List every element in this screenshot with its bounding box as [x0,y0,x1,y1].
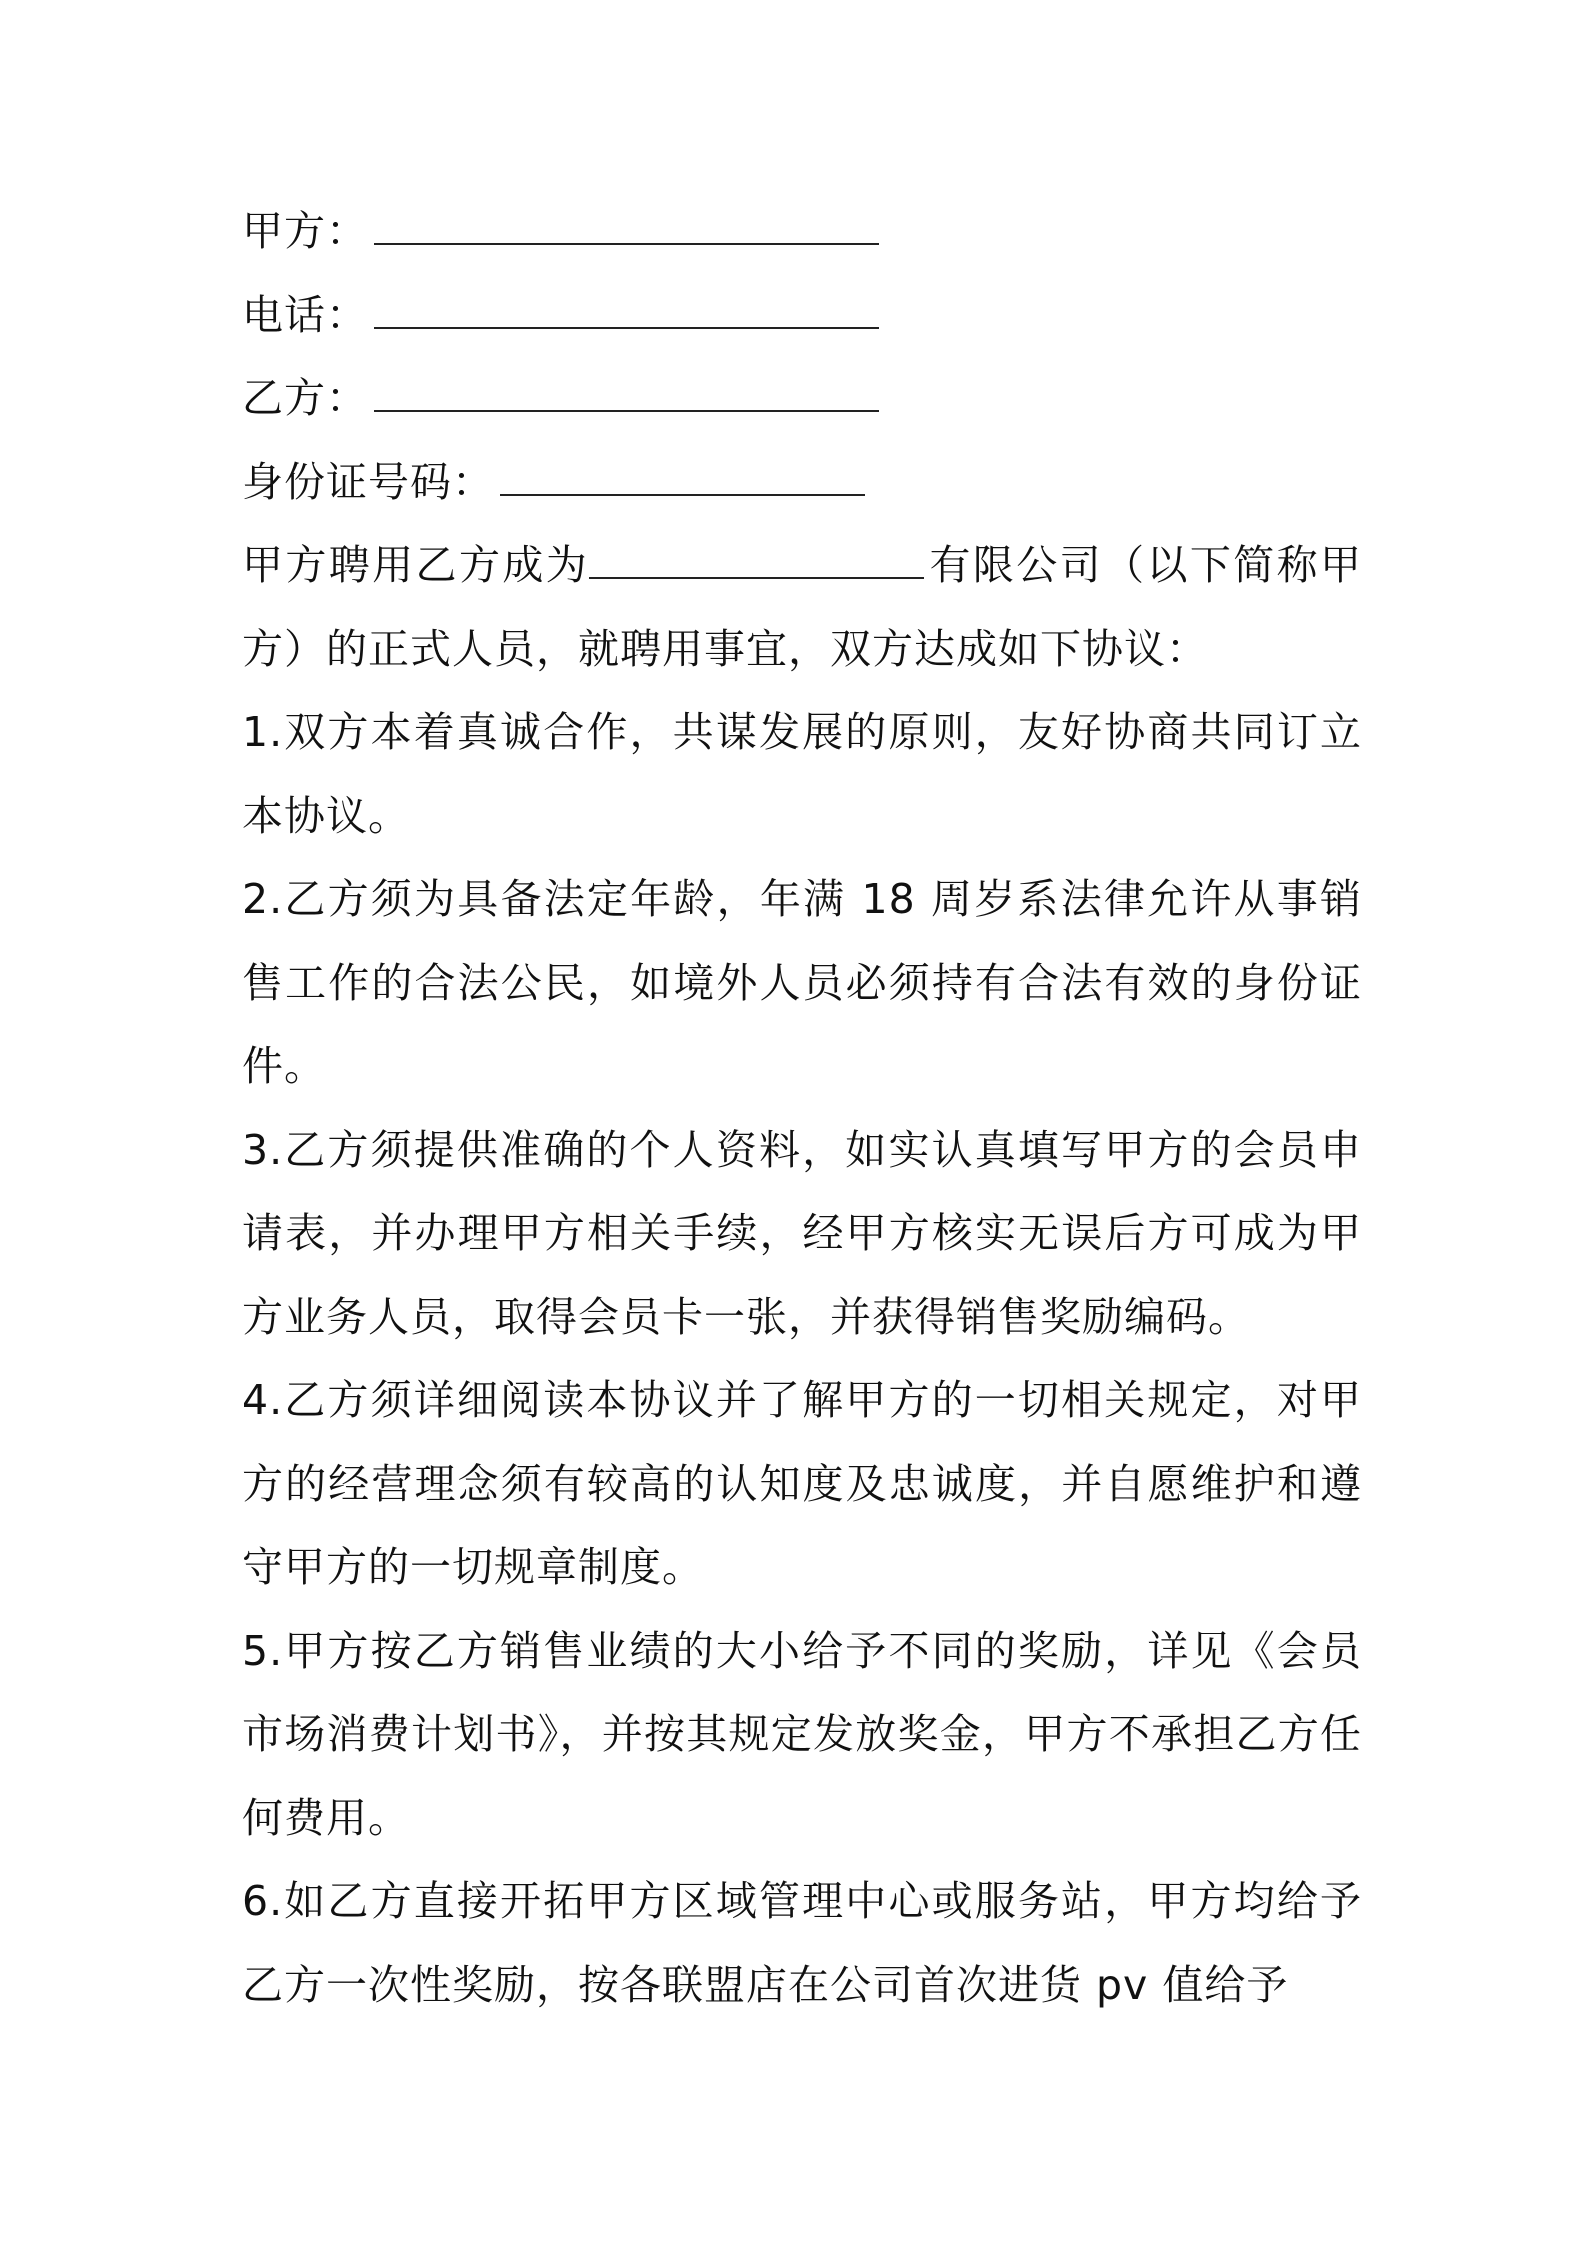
party-b-blank [374,366,879,412]
phone-blank [374,283,879,329]
clause-3: 3.乙方须提供准确的个人资料，如实认真填写甲方的会员申请表，并办理甲方相关手续，经甲方核实无误后方可成为甲方业务人员，取得会员卡一张，并获得销售奖励编码。 [242,1125,1362,1341]
agreement-body [242,190,1362,2027]
clause-5: 5.甲方按乙方销售业绩的大小给予不同的奖励，详见《会员市场消费计划书》，并按其规定发放奖金，甲方不承担乙方任何费用。 [242,1626,1362,1842]
intro-text-after: 有限公司（以下简称甲方）的正式人员，就聘用事宜，双方达成如下协议： [242,541,1363,673]
clause-1: 1.双方本着真诚合作，共谋发展的原则，友好协商共同订立本协议。 [242,708,1362,840]
party-a-field [242,190,1362,274]
clause-4: 4.乙方须详细阅读本协议并了解甲方的一切相关规定，对甲方的经营理念须有较高的认知度及忠诚度，并自愿维护和遵守甲方的一切规章制度。 [242,1376,1362,1591]
clause-6: 6.如乙方直接开拓甲方区域管理中心或服务站，甲方均给予乙方一次性奖励，按各联盟店在公司首次进货 pv 值给予 [242,1877,1362,2009]
id-number-field [242,441,1362,525]
party-a-label: 甲方： [242,207,368,255]
phone-field [242,274,1362,358]
party-a-blank [374,199,879,245]
company-name-blank [589,533,924,579]
party-b-label: 乙方： [242,374,368,422]
id-number-blank [500,450,865,496]
party-b-field [242,357,1362,441]
clause-2: 2.乙方须为具备法定年龄，年满 18 周岁系法律允许从事销售工作的合法公民，如境外人员必须持有合法有效的身份证件。 [242,875,1362,1090]
phone-label: 电话： [242,290,368,339]
id-number-label: 身份证号码： [242,457,494,506]
intro-paragraph [242,524,1362,691]
intro-text-before: 甲方聘用乙方成为 [242,541,590,589]
